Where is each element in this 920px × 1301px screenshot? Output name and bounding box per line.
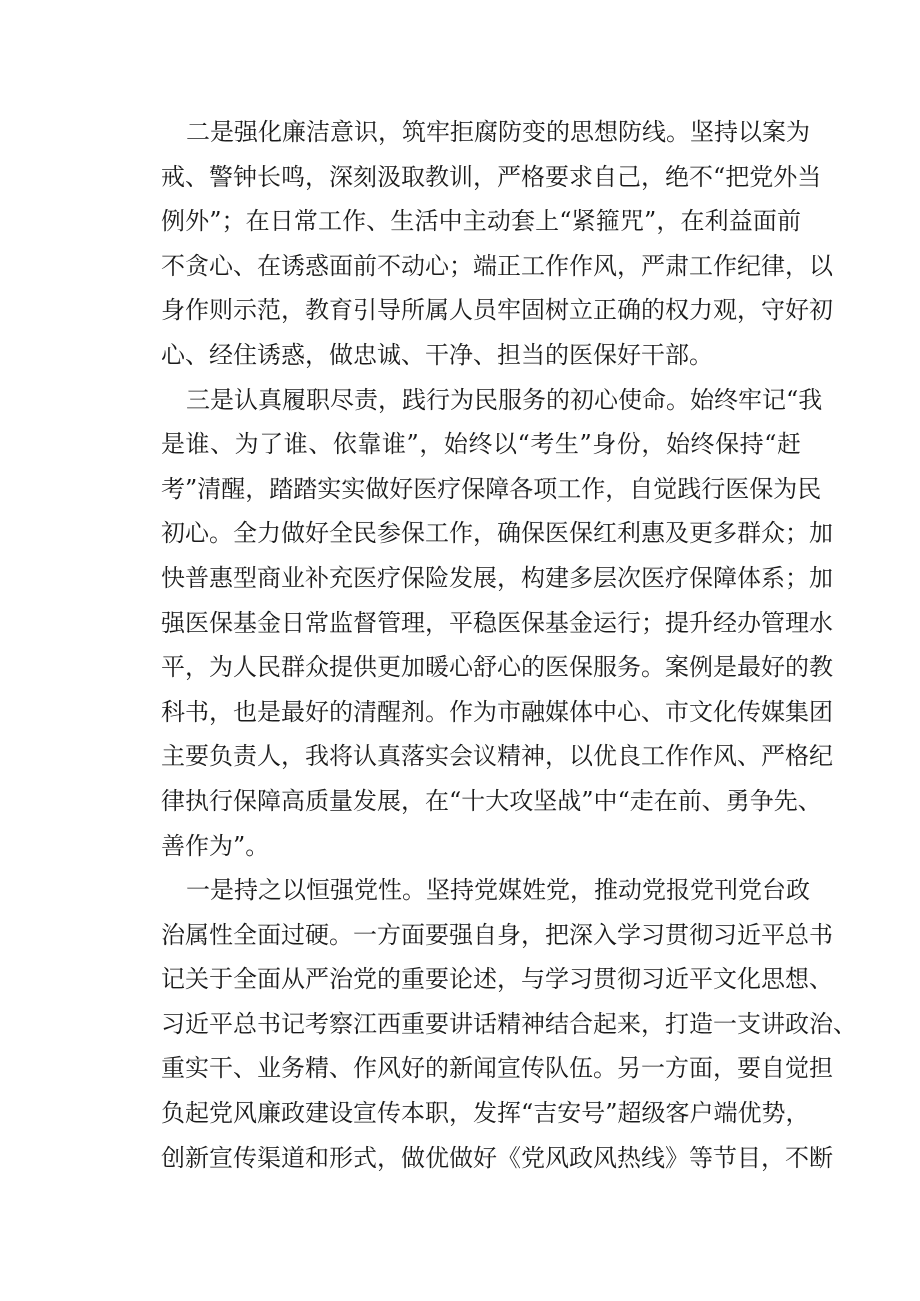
text-line: 平，为人民群众提供更加暖心舒心的医保服务。案例是最好的教: [161, 653, 833, 682]
paragraph-strengthen-integrity: [161, 110, 833, 378]
text-line: 强医保基金日常监督管理，平稳医保基金运行；提升经办管理水: [161, 608, 833, 637]
text-line: 治属性全面过硬。一方面要强自身，把深入学习贯彻习近平总书: [161, 920, 833, 949]
text-line: 心、经住诱惑，做忠诚、干净、担当的医保好干部。: [161, 340, 713, 369]
text-line: 科书，也是最好的清醒剂。作为市融媒体中心、市文化传媒集团: [161, 697, 833, 726]
text-line: 一是持之以恒强党性。坚持党媒姓党，推动党报党刊党台政: [186, 876, 810, 905]
text-line: 三是认真履职尽责，践行为民服务的初心使命。始终牢记“我: [186, 385, 823, 414]
document-body: [161, 110, 857, 1180]
paragraph-party-spirit: [161, 868, 857, 1180]
text-line: 习近平总书记考察江西重要讲话精神结合起来，打造一支讲政治、: [161, 1009, 857, 1038]
text-line: 例外”；在日常工作、生活中主动套上“紧箍咒”，在利益面前: [161, 207, 801, 236]
text-line: 是谁、为了谁、依靠谁”，始终以“考生”身份，始终保持“赶: [161, 430, 801, 459]
text-line: 戒、警钟长鸣，深刻汲取教训，严格要求自己，绝不“把党外当: [161, 162, 822, 191]
text-line: 善作为”。: [161, 831, 270, 860]
text-line: 身作则示范，教育引导所属人员牢固树立正确的权力观，守好初: [161, 296, 833, 325]
text-line: 主要负责人，我将认真落实会议精神，以优良工作作风、严格纪: [161, 742, 833, 771]
text-line: 重实干、业务精、作风好的新闻宣传队伍。另一方面，要自觉担: [161, 1054, 833, 1083]
text-line: 二是强化廉洁意识，筑牢拒腐防变的思想防线。坚持以案为: [186, 118, 810, 146]
text-line: 不贪心、在诱惑面前不动心；端正工作作风，严肃工作纪律，以: [161, 251, 833, 280]
text-line: 初心。全力做好全民参保工作，确保医保红利惠及更多群众；加: [161, 519, 833, 548]
text-line: 记关于全面从严治党的重要论述，与学习贯彻习近平文化思想、: [161, 965, 833, 994]
text-line: 律执行保障高质量发展，在“十大攻坚战”中“走在前、勇争先、: [161, 786, 822, 815]
paragraph-fulfill-duties: [161, 378, 833, 869]
text-line: 考”清醒，踏踏实实做好医疗保障各项工作，自觉践行医保为民: [161, 474, 822, 503]
text-line: 创新宣传渠道和形式，做优做好《党风政风热线》等节目，不断: [161, 1143, 833, 1172]
text-line: 快普惠型商业补充医疗保险发展，构建多层次医疗保障体系；加: [161, 563, 833, 592]
text-line: 负起党风廉政建设宣传本职，发挥“吉安号”超级客户端优势，: [161, 1099, 810, 1128]
